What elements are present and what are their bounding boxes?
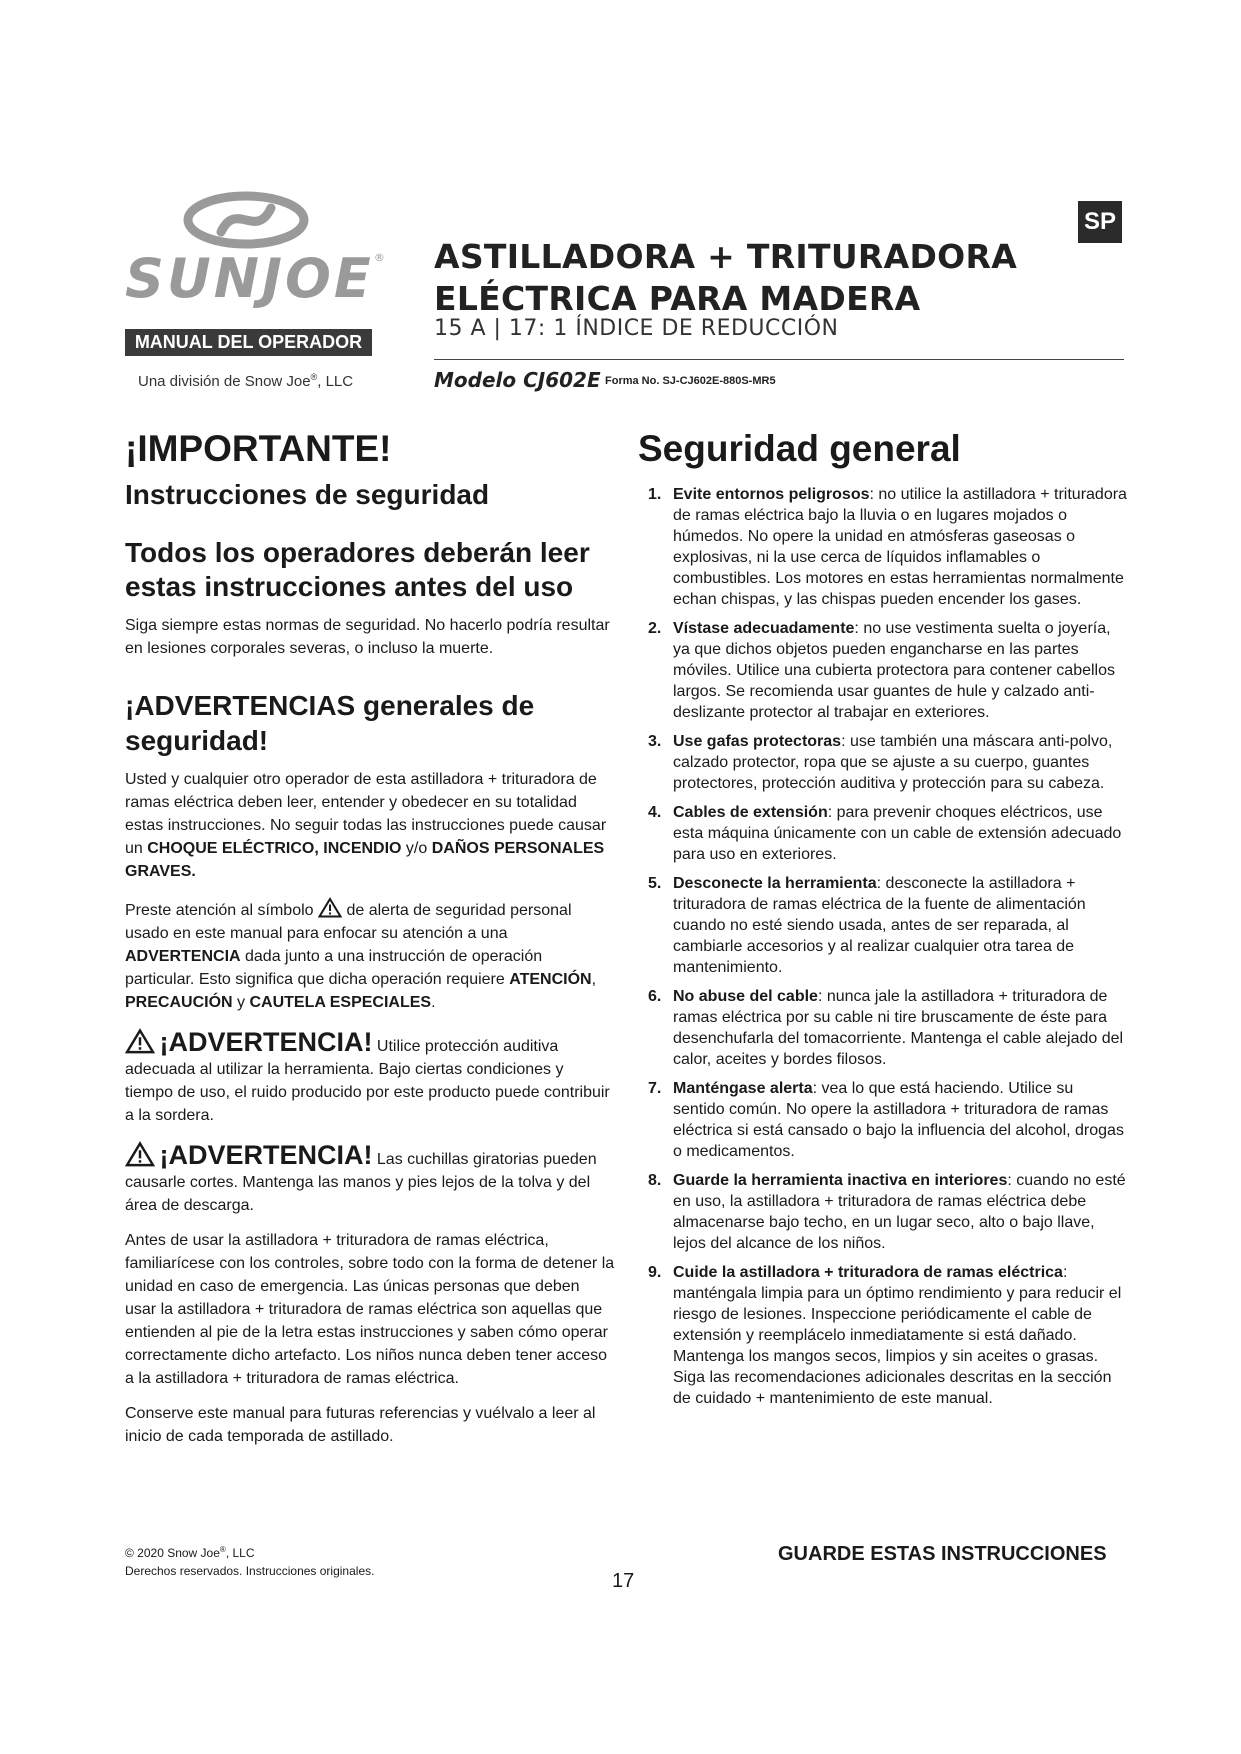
language-badge: SP: [1078, 201, 1122, 243]
list-item: 9. Cuide la astilladora + trituradora de ramas eléctrica: manténgala limpia para un óptimo rendimiento y para reducir el riesgo de lesiones. Inspeccione periódicamente el cable de extensión y reemplácelo inmediatamente si está dañado. Mantenga los mangos secos, limpios y sin aceites o grasas. Siga las recomendaciones adicionales descritas en la sección de cuidado + mantenimiento de este manual.: [648, 1264, 1122, 1407]
list-item: 1. Evite entornos peligrosos: no utilice la astilladora + trituradora de ramas eléctrica bajo la lluvia o en lugares mojados o húmedos. No opere la unidad en atmósferas gaseosas o explosivas, ni la use cerca de líquidos inflamables o combustibles. Los motores en estas herramientas normalmente echan chispas, y las chispas pueden encender los gases.: [648, 486, 1127, 608]
sunjoe-logo-mark: [125, 190, 375, 250]
instructions-heading: Instrucciones de seguridad: [125, 479, 490, 510]
warning-hearing: ¡ADVERTENCIA! Utilice protección auditiva adecuada al utilizar la herramienta. Bajo ciertas condiciones y tiempo de uso, el ruido producido por este producto puede contribuir a la sordera.: [125, 1027, 610, 1124]
document-subtitle: 15 A | 17: 1 ÍNDICE DE REDUCCIÓN: [434, 316, 839, 341]
form-number: Forma No. SJ-CJ602E-880S-MR5: [605, 375, 776, 387]
warning-blades: ¡ADVERTENCIA! Las cuchillas giratorias pueden causarle cortes. Mantenga las manos y pies lejos de la tolva y del área de descarga.: [125, 1140, 597, 1214]
list-item: 8. Guarde la herramienta inactiva en interiores: cuando no esté en uso, la astilladora + trituradora de ramas eléctrica debe almacenarse bajo techo, en un lugar seco, alto o bajo llave, lejos del alcance de los niños.: [648, 1172, 1126, 1252]
paragraph-read-instructions: Usted y cualquier otro operador de esta astilladora + trituradora de ramas eléctrica deben leer, entender y obedecer en su totalidad estas instrucciones. No seguir todas las instrucciones puede causar un CHOQUE ELÉCTRICO, INCENDIO y/o DAÑOS PERSONALES GRAVES.: [125, 771, 607, 880]
paragraph-before-use: Antes de usar la astilladora + trituradora de ramas eléctrica, familiarícese con los controles, sobre todo con la forma de detener la unidad en caso de emergencia. Las únicas personas que deben usar la astilladora + trituradora de ramas eléctrica son aquellas que entienden al pie de la letra estas instrucciones y saben cómo operar correctamente dicho artefacto. Los niños nunca deben tener acceso a la astilladora + trituradora de ramas eléctrica.: [125, 1232, 615, 1387]
warning-label: ¡ADVERTENCIA!: [159, 1140, 373, 1170]
right-column: [638, 428, 1128, 1417]
document-title: ASTILLADORA + TRITURADORA ELÉCTRICA PARA MADERA: [434, 237, 1018, 318]
division-text: Una división de Snow Joe®, LLC: [138, 372, 354, 390]
list-item: 6. No abuse del cable: nunca jale la astilladora + trituradora de ramas eléctrica por su cable ni tire bruscamente de éste para desenchufarla del tomacorriente. Mantenga el cable alejado del calor, aceites y bordes filosos.: [648, 988, 1124, 1068]
copyright-notice: © 2020 Snow Joe®, LLC Derechos reservados. Instrucciones originales.: [125, 1545, 375, 1578]
list-item: 5. Desconecte la herramienta: desconecte la astilladora + trituradora de ramas eléctrica de la fuente de alimentación cuando no esté siendo usada, antes de ser reparada, al cambiarle accesorios y al realizar cualquier otra tarea de mantenimiento.: [648, 875, 1086, 976]
all-operators-heading: Todos los operadores deberán leer estas instrucciones antes del uso: [125, 537, 590, 602]
left-column: [125, 428, 615, 1448]
manual-label: MANUAL DEL OPERADOR: [125, 329, 372, 356]
save-instructions-footer: GUARDE ESTAS INSTRUCCIONES: [778, 1543, 1107, 1565]
paragraph-keep-manual: Conserve este manual para futuras referencias y vuélvalo a leer al inicio de cada temporada de astillado.: [125, 1405, 596, 1445]
warning-triangle-icon: [318, 897, 342, 918]
sunjoe-swoosh-icon: [181, 190, 311, 250]
warning-triangle-icon: [125, 1141, 155, 1167]
list-item: 3. Use gafas protectoras: use también una máscara anti-polvo, calzado protector, ropa que se ajuste a su cuerpo, guantes protectores, protección auditiva y protección para su cabeza.: [648, 733, 1113, 792]
important-heading: ¡IMPORTANTE!: [125, 428, 392, 469]
header-divider: [434, 359, 1124, 360]
general-warnings-heading: ¡ADVERTENCIAS generales de seguridad!: [125, 690, 535, 756]
general-safety-heading: Seguridad general: [638, 428, 961, 469]
list-item: 7. Manténgase alerta: vea lo que está haciendo. Utilice su sentido común. No opere la astilladora + trituradora de ramas eléctrica si está cansado o bajo la influencia del alcohol, drogas o medicamentos.: [648, 1080, 1124, 1160]
paragraph-safety-symbol: Preste atención al símbolo de alerta de seguridad personal usado en este manual para enfocar su atención a una ADVERTENCIA dada junto a una instrucción de operación particular. Esto significa que dicha operación requiere ATENCIÓN, PRECAUCIÓN y CAUTELA ESPECIALES.: [125, 897, 615, 1014]
warning-triangle-icon: [125, 1028, 155, 1054]
warning-label: ¡ADVERTENCIA!: [159, 1027, 373, 1057]
page-number: 17: [612, 1570, 635, 1592]
safety-list: [638, 484, 1128, 1409]
model-number: Modelo CJ602E: [434, 368, 601, 392]
list-item: 2. Vístase adecuadamente: no use vestimenta suelta o joyería, ya que dichos objetos pueden engancharse en las partes móviles. Utilice una cubierta protectora para contener cabellos largos. Se recomienda usar guantes de hule y calzado anti-deslizante protector al trabajar en exteriores.: [648, 620, 1116, 721]
brand-wordmark: SUNJOE®: [125, 247, 385, 310]
list-item: 4. Cables de extensión: para prevenir choques eléctricos, use esta máquina únicamente con un cable de extensión adecuado para uso en exteriores.: [648, 804, 1122, 863]
follow-rules-text: Siga siempre estas normas de seguridad. No hacerlo podría resultar en lesiones corporales severas, o incluso la muerte.: [125, 617, 610, 657]
